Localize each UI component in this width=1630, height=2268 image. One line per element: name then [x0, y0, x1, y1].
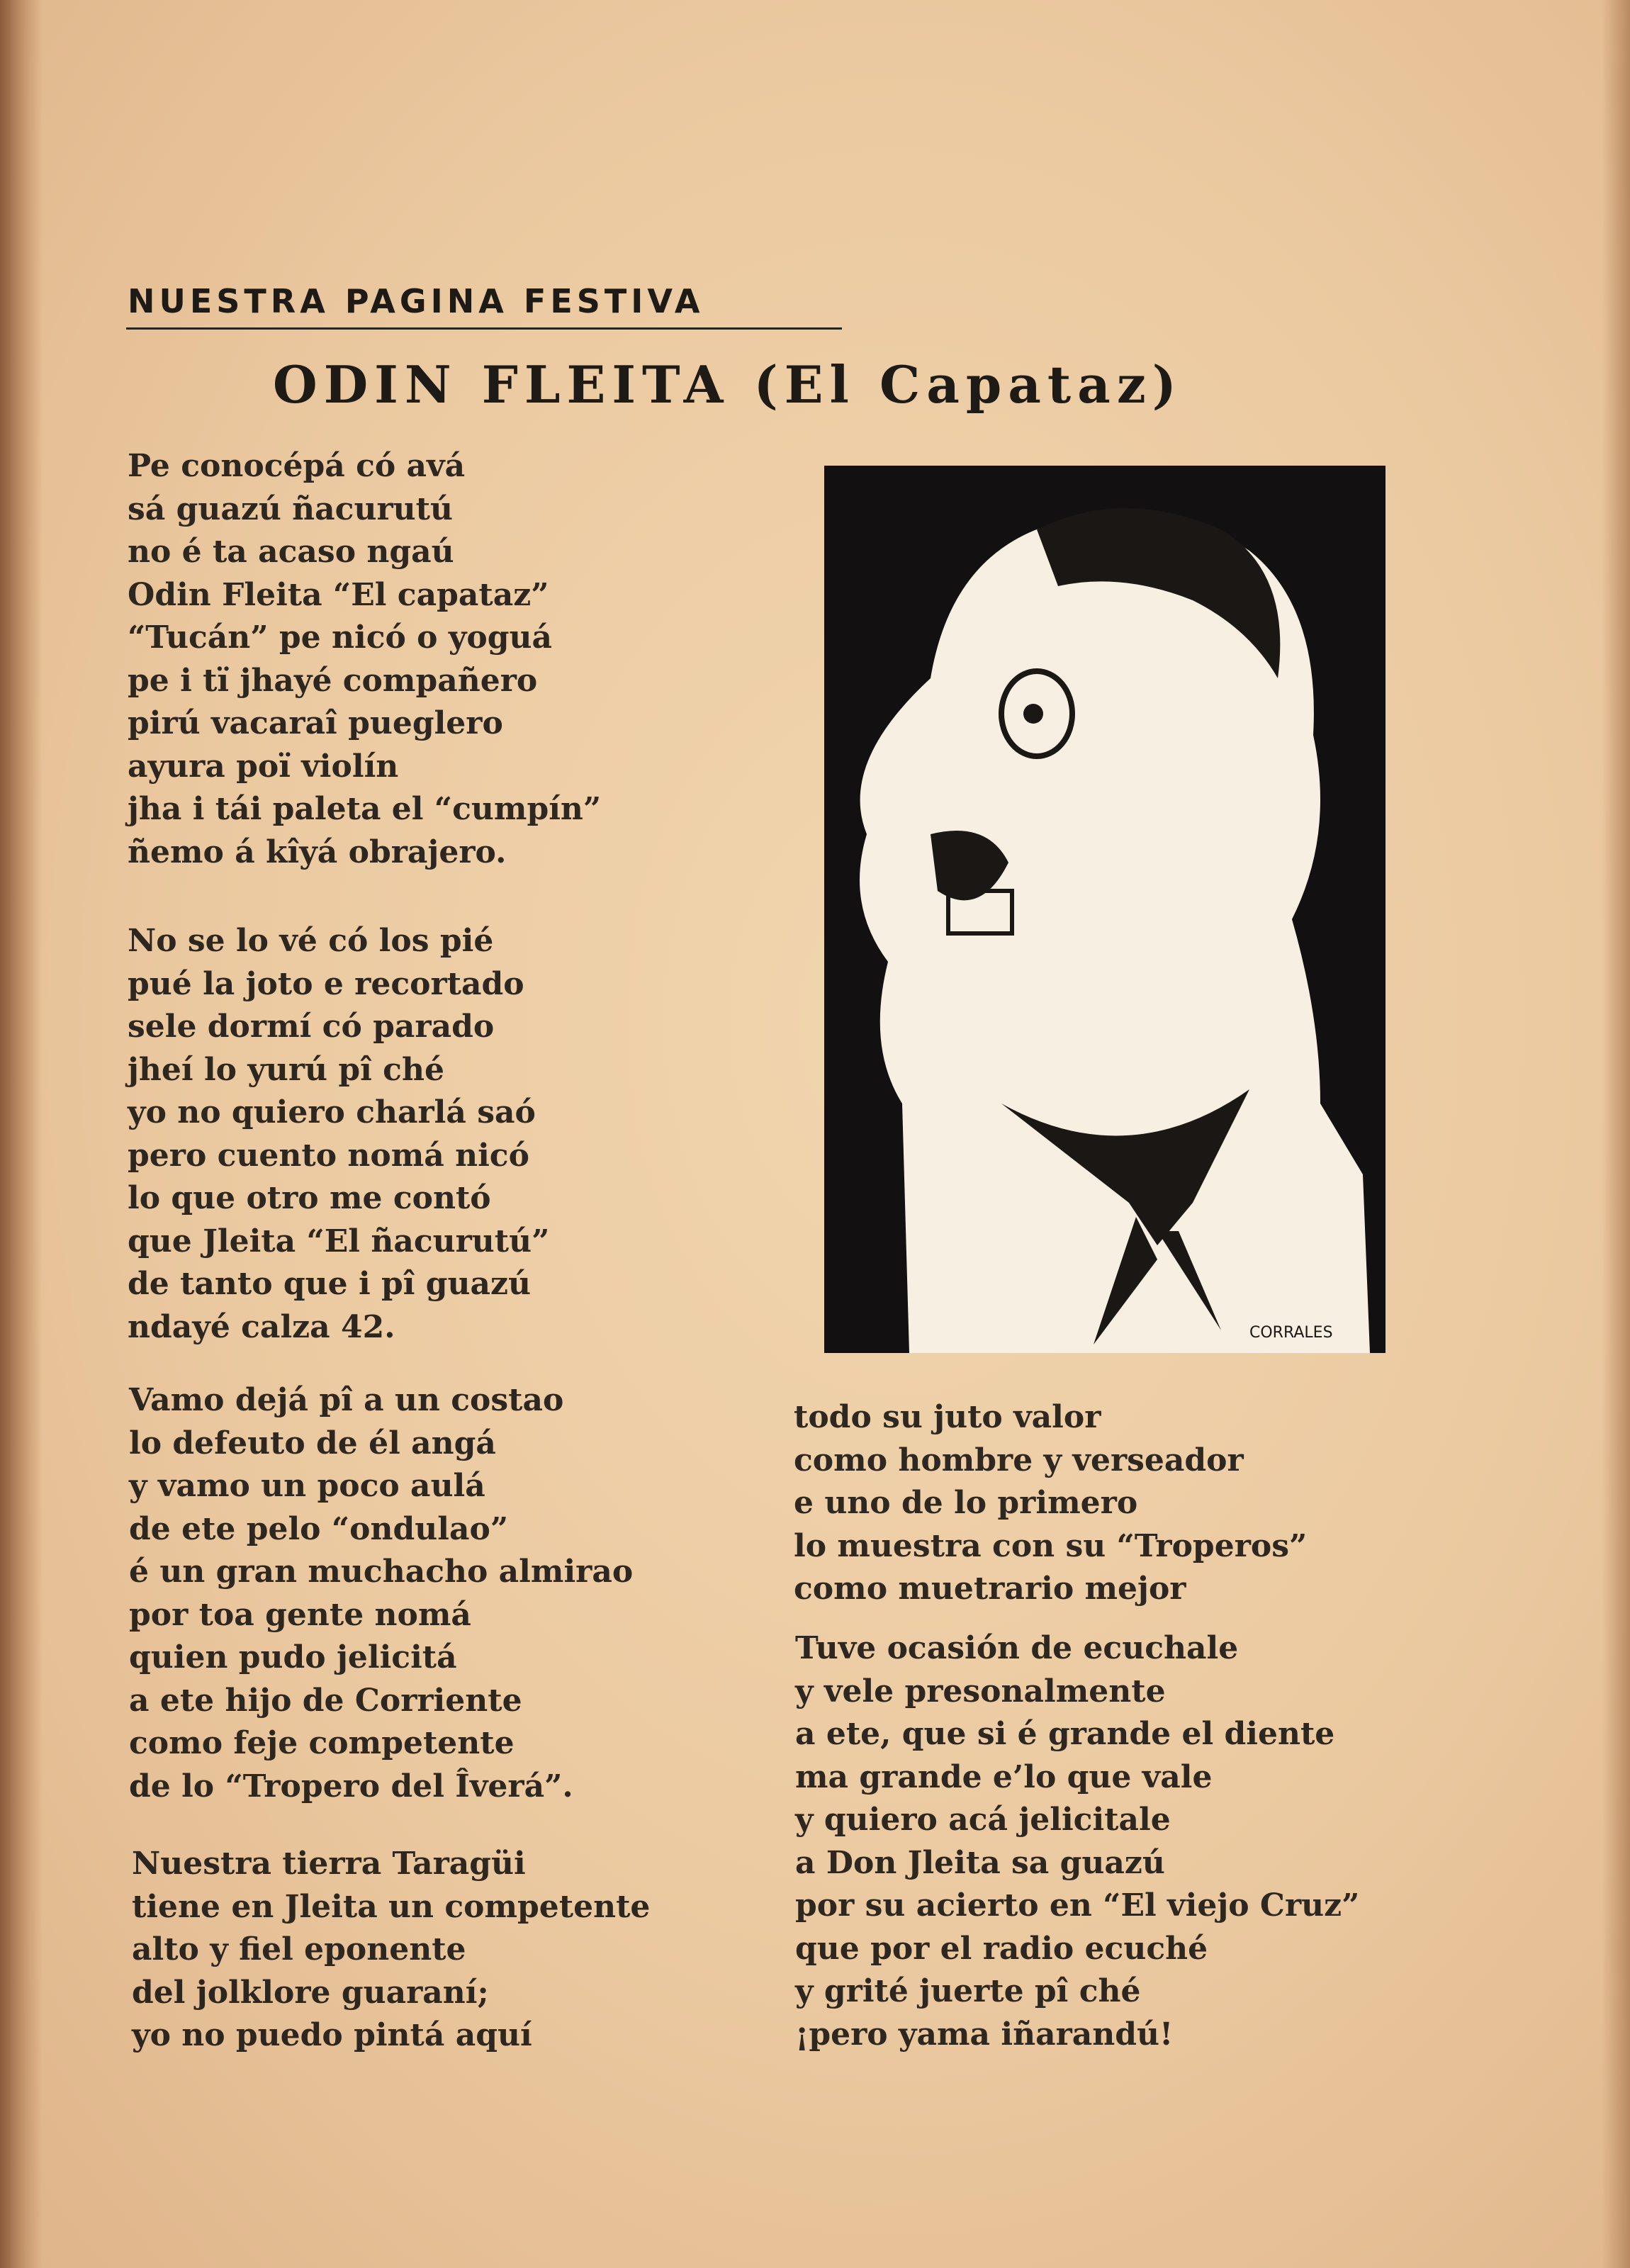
stanza-6 — [795, 1627, 1359, 2056]
poem-line: y vele presonalmente — [795, 1673, 1166, 1710]
poem-line: quien pudo jelicitá — [129, 1639, 457, 1675]
poem-line: ayura poï violín — [128, 748, 399, 785]
poem-line: e uno de lo primero — [794, 1485, 1138, 1521]
poem-line: y grité juerte pî ché — [795, 1973, 1141, 2009]
header-rule — [126, 327, 842, 330]
poem-line: de tanto que i pî guazú — [128, 1266, 532, 1302]
poem-line: alto y fiel eponente — [132, 1931, 466, 1967]
poem-line: sá guazú ñacurutú — [128, 490, 453, 527]
poem-line: No se lo vé có los pié — [128, 923, 494, 959]
poem-line: yo no quiero charlá saó — [128, 1094, 536, 1130]
poem-line: como muetrario mejor — [794, 1571, 1186, 1607]
artist-signature: CORRALES — [1249, 1324, 1333, 1342]
poem-line: “Tucán” pe nicó o yoguá — [128, 619, 553, 656]
poem-line: que Jleita “El ñacurutú” — [128, 1223, 550, 1259]
poem-line: de ete pelo “ondulao” — [129, 1510, 509, 1547]
poem-line: sele dormí có parado — [128, 1009, 495, 1045]
stanza-5 — [794, 1396, 1307, 1611]
poem-line: como feje competente — [129, 1725, 515, 1761]
poem-line: yo no puedo pintá aquí — [132, 2017, 532, 2053]
poem-line: Vamo dejá pî a un costao — [129, 1382, 564, 1418]
poem-line: a ete, que si é grande el diente — [795, 1716, 1335, 1752]
book-spine-shadow — [0, 0, 43, 2268]
poem-line: y vamo un poco aulá — [129, 1468, 485, 1504]
poem-line: Nuestra tierra Taragüi — [132, 1846, 526, 1882]
stanza-2 — [128, 920, 549, 1349]
poem-line: que por el radio ecuché — [795, 1930, 1208, 1967]
poem-line: de lo “Tropero del Îverá”. — [129, 1768, 573, 1804]
poem-line: lo muestra con su “Troperos” — [794, 1527, 1308, 1564]
poem-line: ñemo á kîyá obrajero. — [128, 833, 507, 870]
poem-line: Odin Fleita “El capataz” — [128, 576, 549, 613]
poem-line: ndayé calza 42. — [128, 1308, 395, 1345]
poem-line: jheí lo yurú pî ché — [128, 1051, 444, 1088]
poem-line: a ete hijo de Corriente — [129, 1682, 522, 1719]
poem-line: Tuve ocasión de ecuchale — [795, 1630, 1239, 1666]
page-edge-shadow — [1602, 0, 1630, 2268]
poem-line: pe i tï jhayé compañero — [128, 662, 538, 699]
poem-line: pué la joto e recortado — [128, 965, 524, 1002]
poem-line: por toa gente nomá — [129, 1596, 471, 1633]
poem-line: como hombre y verseador — [794, 1442, 1244, 1478]
poem-title: ODIN FLEITA (El Capataz) — [273, 354, 1183, 415]
poem-line: del jolklore guaraní; — [132, 1974, 489, 2011]
poem-line: jha i tái paleta el “cumpín” — [128, 791, 602, 827]
poem-line: é un gran muchacho almirao — [129, 1554, 634, 1590]
poem-line: todo su juto valor — [794, 1399, 1101, 1435]
poem-line: lo que otro me contó — [128, 1180, 491, 1216]
caricature-illustration — [824, 466, 1386, 1353]
poem-line: por su acierto en “El viejo Cruz” — [795, 1887, 1360, 1924]
poem-line: lo defeuto de él angá — [129, 1425, 496, 1461]
caricature-drawing — [824, 466, 1386, 1353]
stanza-3 — [129, 1379, 633, 1808]
poem-line: ma grande e’lo que vale — [795, 1758, 1213, 1795]
poem-line: tiene en Jleita un competente — [132, 1888, 651, 1925]
stanza-1 — [128, 445, 601, 874]
poem-line: Pe conocépá có avá — [128, 448, 466, 484]
poem-line: y quiero acá jelicitale — [795, 1802, 1171, 1838]
section-header: NUESTRA PAGINA FESTIVA — [128, 282, 704, 320]
stanza-4 — [132, 1843, 650, 2058]
poem-line: no é ta acaso ngaú — [128, 534, 454, 570]
poem-line: a Don Jleita sa guazú — [795, 1844, 1165, 1881]
poem-line: pirú vacaraî pueglero — [128, 705, 503, 741]
poem-line: ¡pero yama iñarandú! — [795, 2016, 1174, 2053]
poem-line: pero cuento nomá nicó — [128, 1137, 529, 1174]
